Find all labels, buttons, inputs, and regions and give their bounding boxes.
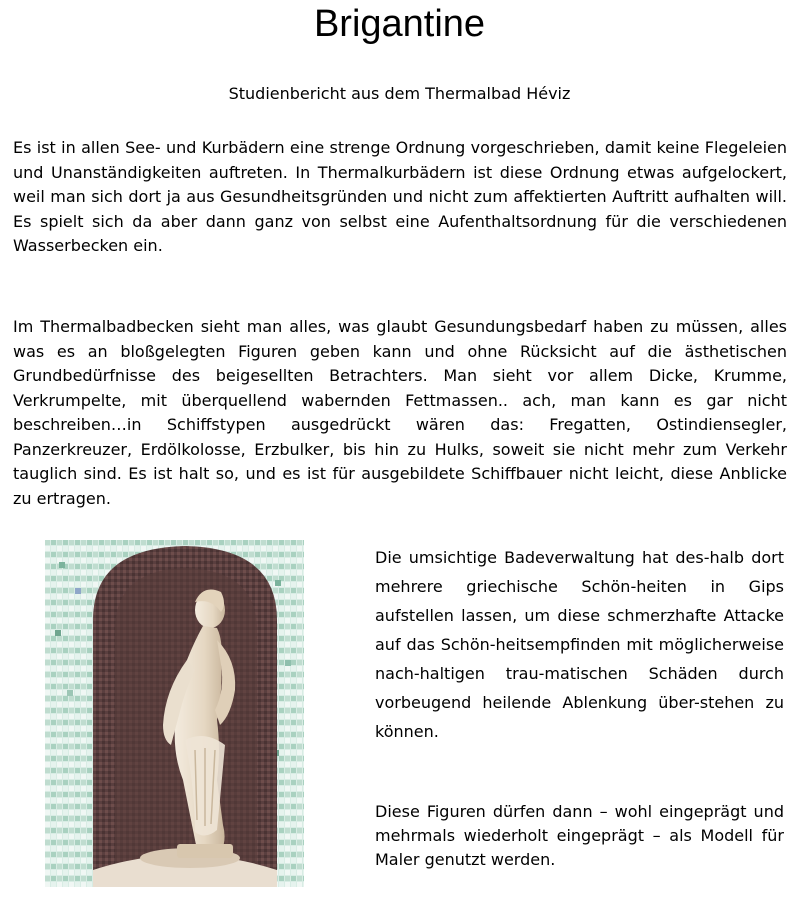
page-title: Brigantine: [313, 3, 486, 45]
statue-photo: [45, 540, 304, 887]
paragraph-1: Es ist in allen See- und Kurbädern eine strenge Ordnung vorgeschrieben, damit keine Flegeleien und Unanständigkeiten auftreten. In Thermalkurbädern ist diese Ordnung etwas aufgelockert, weil man sich dort ja aus Gesundheitsgründen und nicht zum affektierten Auftritt aufhalten will. Es spielt sich da aber dann ganz von selbst eine Aufenthaltsordnung für die verschiedenen Wasserbecken ein.: [13, 138, 787, 255]
paragraph-2: Im Thermalbadbecken sieht man alles, was glaubt Gesundungsbedarf haben zu müssen, alles was es an bloßgelegten Figuren geben kann und ohne Rücksicht auf die ästhetischen Grundbedürfnisse des beigesellten Betrachters. Man sieht vor allem Dicke, Krumme, Verkrumpelte, mit überquellend wabernden Fettmassen.. ach, man kann es gar nicht beschreiben…in Schiffstypen ausgedrückt wären das: Fregatten, Ostindiensegler, Panzerkreuzer, Erdölkolosse, Erzbulker, bis hin zu Hulks, soweit sie nicht mehr zum Verkehr tauglich sind. Es ist halt so, und es ist für ausgebildete Schiffbauer nicht leicht, diese Anblicke zu ertragen.: [13, 317, 787, 508]
subtitle: Studienbericht aus dem Thermalbad Héviz: [228, 84, 571, 103]
side-paragraph-2: Diese Figuren dürfen dann – wohl eingeprägt und mehrmals wiederholt eingeprägt – als Modell für Maler genutzt werden.: [375, 802, 784, 869]
statue-image: [45, 540, 304, 887]
side-paragraph-1: Die umsichtige Badeverwaltung hat des-halb dort mehrere griechische Schön-heiten in Gips aufstellen lassen, um diese schmerzhafte Attacke auf das Schön-heitsempfinden mit möglicherweise nach-haltigen trau-matischen Schäden durch vorbeugend heilende Ablenkung über-stehen zu können.: [375, 548, 784, 741]
